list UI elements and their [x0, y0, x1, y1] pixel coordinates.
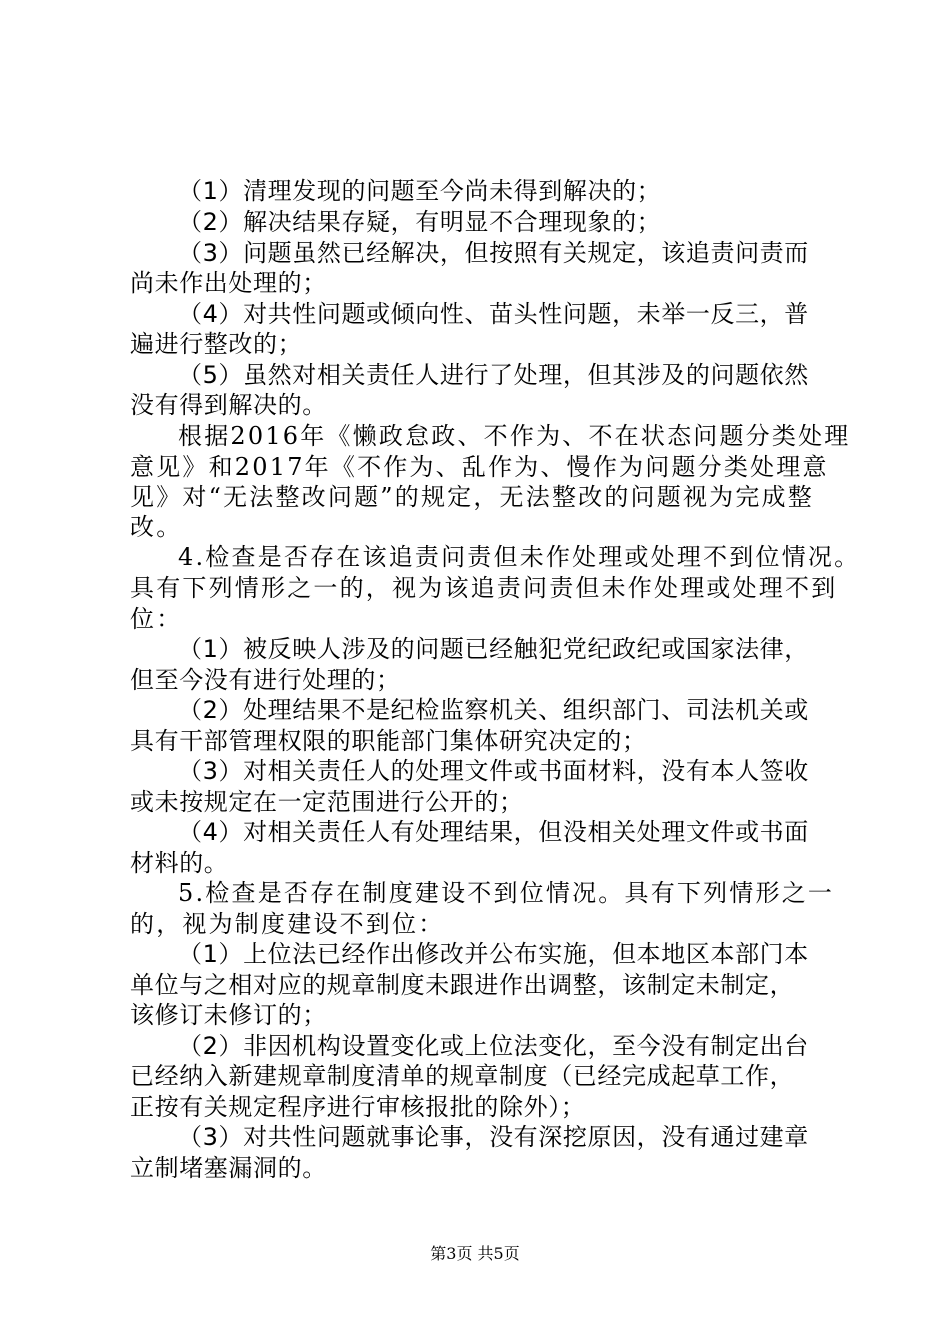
text-line: （1）被反映人涉及的问题已经触犯党纪政纪或国家法律，	[178, 635, 809, 663]
text-line: （4）对相关责任人有处理结果，但没相关处理文件或书面	[178, 818, 809, 846]
text-line: 的，视为制度建设不到位：	[130, 910, 445, 938]
text-line: （2）解决结果存疑，有明显不合理现象的；	[178, 208, 662, 236]
text-line: （4）对共性问题或倾向性、苗头性问题，未举一反三，普	[178, 300, 809, 328]
text-line: 位：	[130, 605, 183, 633]
text-line: 或未按规定在一定范围进行公开的；	[130, 788, 524, 816]
text-line: 该修订未修订的；	[130, 1001, 327, 1029]
text-line: 改。	[130, 513, 183, 541]
text-line: （1）清理发现的问题至今尚未得到解决的；	[178, 177, 662, 205]
text-line: 单位与之相对应的规章制度未跟进作出调整，该制定未制定，	[130, 971, 795, 999]
text-line: 已经纳入新建规章制度清单的规章制度（已经完成起草工作，	[130, 1062, 795, 1090]
text-line: 材料的。	[130, 849, 229, 877]
text-line: 5.检查是否存在制度建设不到位情况。具有下列情形之一	[178, 879, 835, 907]
page-number: 第3页 共5页	[430, 1244, 520, 1263]
text-line: （5）虽然对相关责任人进行了处理，但其涉及的问题依然	[178, 361, 809, 389]
text-line: 立制堵塞漏洞的。	[130, 1154, 327, 1182]
text-line: 意见》和2017年《不作为、乱作为、慢作为问题分类处理意	[130, 453, 829, 481]
text-line: 遍进行整改的；	[130, 330, 303, 358]
text-line: （2）非因机构设置变化或上位法变化，至今没有制定出台	[178, 1032, 809, 1060]
text-line: （1）上位法已经作出修改并公布实施，但本地区本部门本	[178, 940, 809, 968]
text-line: 没有得到解决的。	[130, 391, 327, 419]
text-line: 尚未作出处理的；	[130, 269, 327, 297]
text-line: 具有干部管理权限的职能部门集体研究决定的；	[130, 727, 647, 755]
text-line: 具有下列情形之一的，视为该追责问责但未作处理或处理不到	[130, 574, 838, 602]
text-line: 根据2016年《懒政怠政、不作为、不在状态问题分类处理	[178, 422, 851, 450]
text-line: （3）问题虽然已经解决，但按照有关规定，该追责问责而	[178, 239, 809, 267]
text-line: 4.检查是否存在该追责问责但未作处理或处理不到位情况。	[178, 543, 861, 571]
text-line: （3）对相关责任人的处理文件或书面材料，没有本人签收	[178, 757, 809, 785]
text-line: （3）对共性问题就事论事，没有深挖原因，没有通过建章	[178, 1123, 809, 1151]
text-line: （2）处理结果不是纪检监察机关、组织部门、司法机关或	[178, 696, 809, 724]
text-line: 见》对“无法整改问题”的规定，无法整改的问题视为完成整	[130, 483, 814, 511]
text-line: 正按有关规定程序进行审核报批的除外）；	[130, 1093, 586, 1121]
text-line: 但至今没有进行处理的；	[130, 666, 401, 694]
